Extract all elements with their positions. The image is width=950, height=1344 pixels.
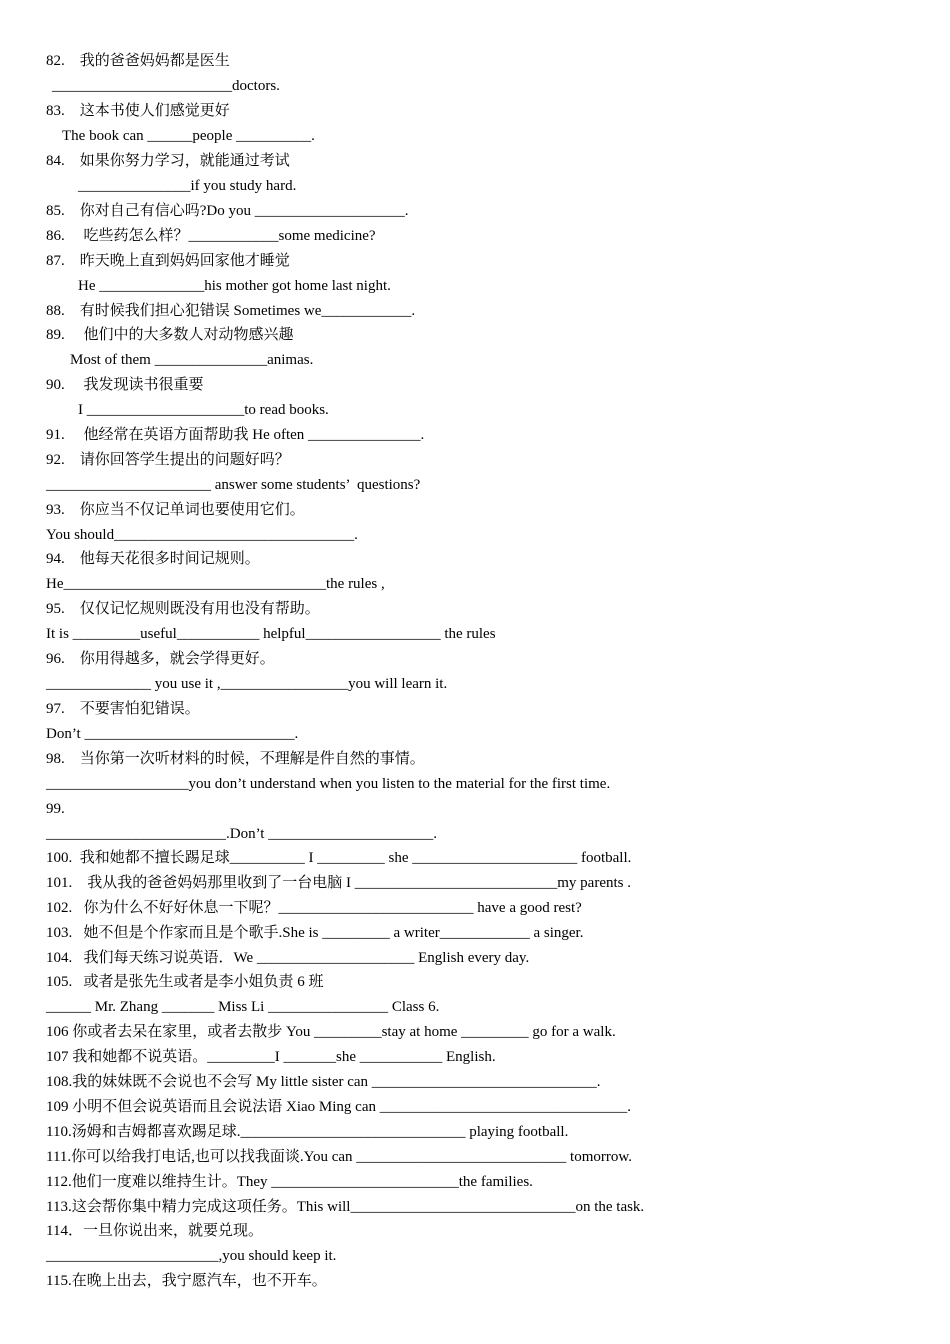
item-97-prompt: 97. 不要害怕犯错误。 bbox=[46, 701, 200, 717]
item-87-answer: He ______________his mother got home last night. bbox=[78, 278, 391, 294]
item-85: 85. 你对自己有信心吗?Do you ____________________. bbox=[46, 203, 409, 219]
item-86: 86. 吃些药怎么样？____________some medicine? bbox=[46, 228, 376, 244]
item-106: 106 你或者去呆在家里，或者去散步 You _________stay at home _________ go for a walk. bbox=[46, 1024, 616, 1040]
item-100: 100. 我和她都不擅长踢足球__________ I _________ she ______________________ football. bbox=[46, 850, 632, 866]
item-114-answer: _______________________,you should keep it. bbox=[46, 1248, 337, 1264]
item-101: 101. 我从我的爸爸妈妈那里收到了一台电脑 I ___________________________my parents . bbox=[46, 875, 631, 891]
item-87-prompt: 87. 昨天晚上直到妈妈回家他才睡觉 bbox=[46, 253, 290, 269]
item-99-prompt: 99. bbox=[46, 801, 65, 817]
item-89-prompt: 89. 他们中的大多数人对动物感兴趣 bbox=[46, 327, 294, 343]
item-107: 107 我和她都不说英语。_________I _______she ___________ English. bbox=[46, 1049, 496, 1065]
item-82-prompt: 82. 我的爸爸妈妈都是医生 bbox=[46, 53, 230, 69]
item-110: 110.汤姆和吉姆都喜欢踢足球.______________________________ playing football. bbox=[46, 1124, 569, 1140]
item-95-answer: It is _________useful___________ helpful__________________ the rules bbox=[46, 626, 496, 642]
item-98-answer: ___________________you don’t understand when you listen to the material for the first time. bbox=[46, 776, 611, 792]
item-84-answer: _______________if you study hard. bbox=[78, 178, 297, 194]
item-92-answer: ______________________ answer some students’ questions? bbox=[46, 477, 421, 493]
item-105-answer: ______ Mr. Zhang _______ Miss Li ________________ Class 6. bbox=[46, 999, 440, 1015]
item-103: 103. 她不但是个作家而且是个歌手.She is _________ a writer____________ a singer. bbox=[46, 925, 584, 941]
item-96-prompt: 96. 你用得越多，就会学得更好。 bbox=[46, 651, 275, 667]
item-97-answer: Don’t ____________________________. bbox=[46, 726, 299, 742]
item-94-answer: He___________________________________the rules , bbox=[46, 576, 385, 592]
item-83-prompt: 83. 这本书使人们感觉更好 bbox=[46, 103, 230, 119]
item-104: 104. 我们每天练习说英语．We _____________________ English every day. bbox=[46, 950, 530, 966]
item-96-answer: ______________ you use it ,_________________you will learn it. bbox=[46, 676, 448, 692]
item-93-prompt: 93. 你应当不仅记单词也要使用它们。 bbox=[46, 502, 305, 518]
item-92-prompt: 92. 请你回答学生提出的问题好吗？ bbox=[46, 452, 290, 468]
item-88: 88. 有时候我们担心犯错误 Sometimes we____________. bbox=[46, 303, 416, 319]
item-95-prompt: 95. 仅仅记忆规则既没有用也没有帮助。 bbox=[46, 601, 320, 617]
item-94-prompt: 94. 他每天花很多时间记规则。 bbox=[46, 551, 260, 567]
item-115-prompt: 115.在晚上出去，我宁愿汽车，也不开车。 bbox=[46, 1273, 327, 1289]
item-112: 112.他们一度难以维持生计。They _________________________the families. bbox=[46, 1174, 533, 1190]
item-102: 102. 你为什么不好好休息一下呢？__________________________ have a good rest? bbox=[46, 900, 582, 916]
item-93-answer: You should________________________________. bbox=[46, 527, 358, 543]
item-90-prompt: 90. 我发现读书很重要 bbox=[46, 377, 204, 393]
item-89-answer: Most of them _______________animas. bbox=[70, 352, 314, 368]
item-108: 108.我的妹妹既不会说也不会写 My little sister can ______________________________. bbox=[46, 1074, 601, 1090]
item-113: 113.这会帮你集中精力完成这项任务。This will______________________________on the task. bbox=[46, 1199, 645, 1215]
item-99-answer: ________________________.Don’t ______________________. bbox=[46, 826, 437, 842]
item-90-answer: I _____________________to read books. bbox=[78, 402, 329, 418]
item-111: 111.你可以给我打电话,也可以找我面谈.You can ____________________________ tomorrow. bbox=[46, 1149, 632, 1165]
item-84-prompt: 84. 如果你努力学习，就能通过考试 bbox=[46, 153, 290, 169]
item-83-answer: The book can ______people __________. bbox=[62, 128, 315, 144]
item-105-prompt: 105. 或者是张先生或者是李小姐负责 6 班 bbox=[46, 974, 324, 990]
item-82-answer: ________________________doctors. bbox=[52, 78, 280, 94]
item-109: 109 小明不但会说英语而且会说法语 Xiao Ming can _________________________________. bbox=[46, 1099, 631, 1115]
item-114-prompt: 114．一旦你说出来，就要兑现。 bbox=[46, 1223, 263, 1239]
item-91: 91. 他经常在英语方面帮助我 He often _______________. bbox=[46, 427, 425, 443]
item-98-prompt: 98. 当你第一次听材料的时候，不理解是件自然的事情。 bbox=[46, 751, 425, 767]
